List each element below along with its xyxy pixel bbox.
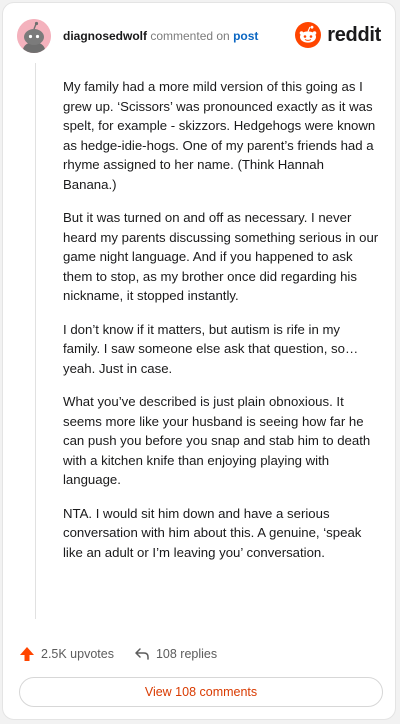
comment-paragraph: But it was turned on and off as necessary. I never heard my parents discussing something serious in our game night language. And if you happened to ask them to stop, as my brother once did regarding his nickname, it stopped instantly. bbox=[63, 210, 379, 303]
comment-header bbox=[17, 17, 381, 57]
post-link[interactable]: post bbox=[233, 29, 259, 43]
upvote-count: 2.5K upvotes bbox=[41, 647, 114, 661]
brand-wordmark: reddit bbox=[327, 23, 381, 46]
thread-line bbox=[35, 63, 36, 619]
reddit-logo[interactable] bbox=[295, 21, 381, 49]
snoo-avatar-icon bbox=[17, 19, 51, 53]
username-link[interactable]: diagnosedwolf bbox=[63, 29, 147, 43]
reply-arrow-icon bbox=[134, 646, 150, 662]
comment-paragraph: My family had a more mild version of this going as I grew up. ‘Scissors’ was pronounced exactly as it was spelt, for example - skizzors. Hedgehogs were known as hedge-idie-hogs. One of my parent’s friends had a rhyme assigned to her name. (Think Hannah Banana.) bbox=[63, 79, 376, 192]
upvote-arrow-icon bbox=[19, 646, 35, 662]
user-avatar[interactable] bbox=[17, 19, 51, 53]
comment-paragraph: What you’ve described is just plain obnoxious. It seems more like your husband is seeing how far he can push you before you snap and stab him to death with a kitchen knife than enjoying playing with language. bbox=[63, 394, 371, 487]
comment-actions bbox=[19, 643, 237, 665]
reddit-alien-logo-icon bbox=[295, 22, 321, 48]
comment-paragraph: I don’t know if it matters, but autism is rife in my family. I saw someone else ask that question, so… yeah. Just in case. bbox=[63, 321, 359, 376]
comment-meta bbox=[63, 29, 258, 43]
replies-count: 108 replies bbox=[155, 647, 218, 661]
comment-paragraph: NTA. I would sit him down and have a serious conversation with him about this. A genuine, ‘speak like an adult or I’m leaving you’ conversation. bbox=[63, 505, 362, 560]
comment-body bbox=[63, 77, 379, 576]
action-text: commented on bbox=[150, 29, 230, 43]
view-comments-button[interactable]: View 108 comments bbox=[19, 677, 383, 707]
replies-button[interactable] bbox=[134, 646, 217, 662]
upvote-button[interactable] bbox=[19, 646, 114, 662]
comment-card bbox=[2, 2, 396, 720]
